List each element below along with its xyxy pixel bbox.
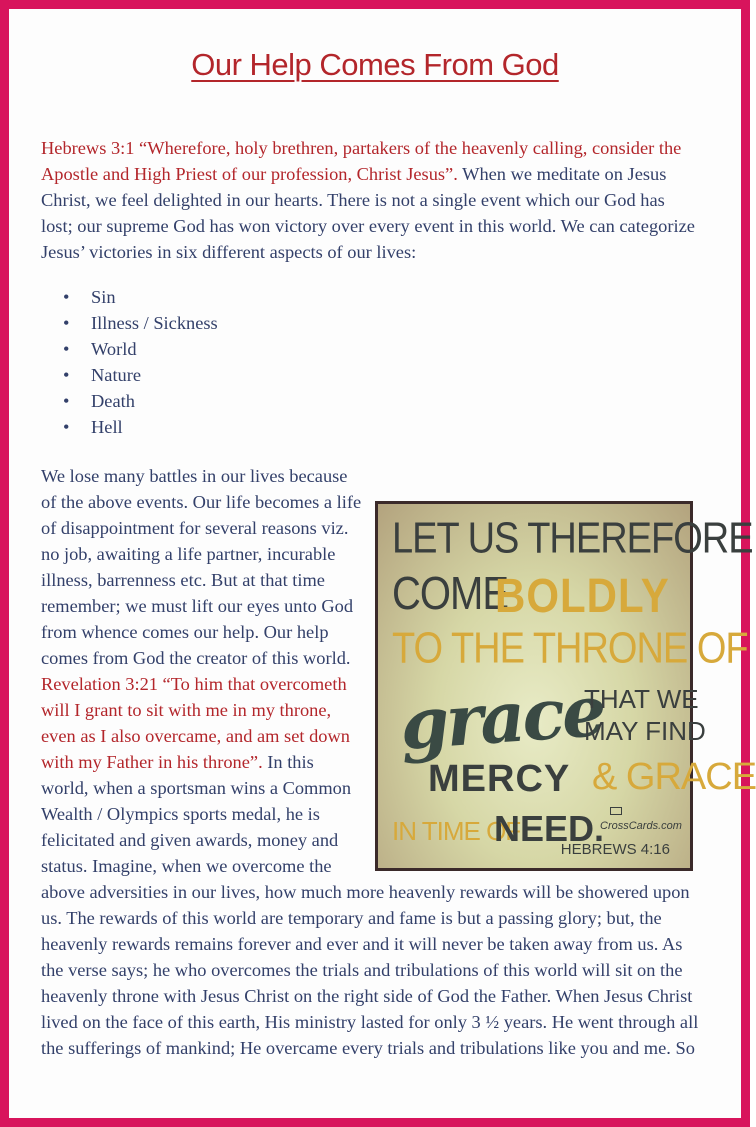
envelope-icon (610, 807, 622, 815)
list-item: • Death (41, 388, 441, 414)
poster-need: NEED. (494, 808, 605, 849)
poster-credit: CrossCards.com (600, 820, 682, 832)
list-item: • Hell (41, 414, 441, 440)
page-title: Our Help Comes From God (191, 47, 559, 82)
list-item: • Nature (41, 362, 441, 388)
scripture-poster (375, 501, 756, 871)
poster-may-find: MAY FIND (584, 716, 706, 746)
main-text-part1: We lose many battles in our lives because of the above events. Our life becomes a life of disappointment for several reasons viz. no job, awaiting a life partner, incurable illness, barrenness etc. But at that time remember; we must lift our eyes unto God from whence comes our help. Our help comes from God the creator of this world. (41, 466, 362, 668)
list-item: • Sin (41, 284, 441, 310)
intro-verse: Hebrews 3:1 “Wherefore, holy brethren, partakers of the heavenly calling, consider the Apostle and High Priest of our profession, Christ Jesus”. (41, 138, 682, 184)
poster-amp-grace: & GRACE (592, 756, 756, 798)
poster-line-2b: BOLDLY (495, 568, 670, 623)
intro-body: When we meditate on Jesus Christ, we feel delighted in our hearts. There is not a single event which our God has lost; our supreme God has won victory over every event in this world. We can categorize Jesus’ victories in six different aspects of our lives: (41, 164, 695, 262)
poster-line-3: TO THE THRONE OF (392, 624, 748, 674)
poster-mercy: MERCY (428, 758, 571, 800)
poster-line-1: LET US THEREFORE (392, 514, 753, 564)
intro-paragraph (41, 135, 701, 265)
main-text-part2: In this world, when a sportsman wins a Common Wealth / Olympics sports medal, he is felicitated and given awards, money and status. Imagine, when we overcome the above adversities in our lives, how much more heavenly rewards will be showered upon us. The rewards of this world are temporary and fame is but a passing glory; but, the heavenly rewards remains forever and ever and it will never be taken away from us. As the verse says; he who overcomes the trials and tribulations of this world will sit on the heavenly throne with Jesus Christ on the right side of God the Father. When Jesus Christ lived on the face of this earth, His ministry lasted for only 3 ½ years. He went through all the sufferings of mankind; He overcame every trials and tribulations like you and me. So (41, 752, 699, 1058)
list-item: • World (41, 336, 441, 362)
poster-in-time-of: IN TIME OF (392, 816, 521, 846)
poster-grace: grace (397, 669, 606, 766)
list-item: • Illness / Sickness (41, 310, 441, 336)
poster-reference: HEBREWS 4:16 (560, 841, 670, 858)
victory-list (41, 284, 441, 440)
poster-line-2a: COME (392, 568, 508, 620)
poster-that-we: THAT WE (584, 684, 699, 714)
main-verse: Revelation 3:21 “To him that overcometh will I grant to sit with me in my throne, even as I also overcame, and am set down with my Father in his throne”. (41, 674, 350, 772)
